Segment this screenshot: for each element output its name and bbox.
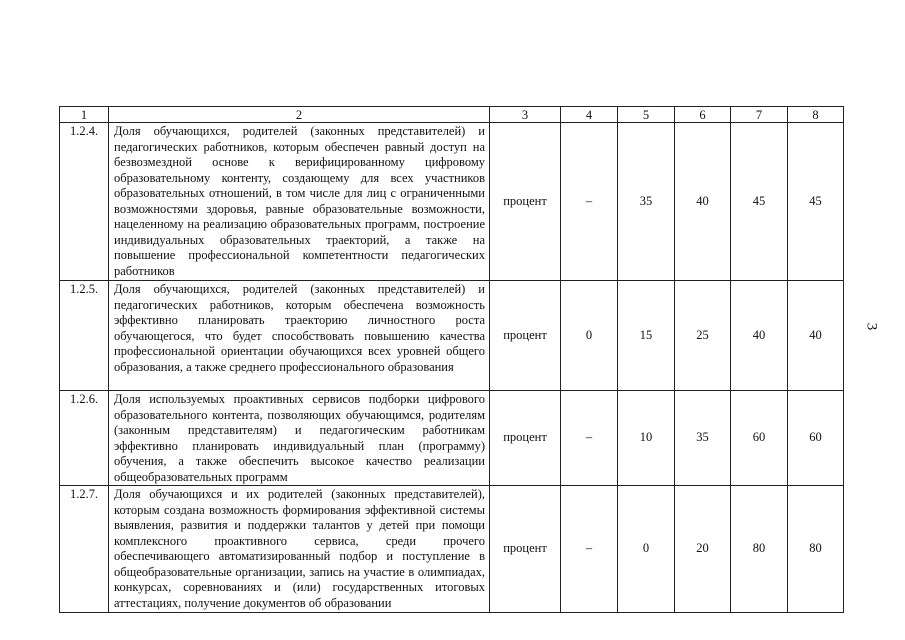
indicator-description: Доля обучающихся, родителей (законных представителей) и педагогических работников, которым обеспечена возможность эффективно планировать траекторию личностного роста обучающегося, что будет способствовать повышению качества профессиональной ориентации обучающихся всех уровней общего образования, а также среднего профессионального образования [109, 281, 490, 391]
value-col-8: 60 [788, 391, 844, 486]
value-col-5: 35 [618, 123, 675, 281]
value-col-8: 45 [788, 123, 844, 281]
table-row [60, 281, 844, 391]
column-header: 3 [490, 107, 561, 123]
value-col-4: 0 [561, 281, 618, 391]
indicators-table [59, 106, 844, 613]
value-col-6: 20 [675, 486, 731, 613]
column-header: 7 [731, 107, 788, 123]
column-header: 5 [618, 107, 675, 123]
value-col-4: – [561, 123, 618, 281]
value-col-5: 10 [618, 391, 675, 486]
indicator-code: 1.2.6. [60, 391, 109, 486]
page-number: 3 [863, 322, 880, 331]
indicator-unit: процент [490, 123, 561, 281]
column-header: 6 [675, 107, 731, 123]
value-col-5: 0 [618, 486, 675, 613]
column-header: 2 [109, 107, 490, 123]
value-col-8: 80 [788, 486, 844, 613]
indicator-unit: процент [490, 281, 561, 391]
value-col-5: 15 [618, 281, 675, 391]
table-row [60, 486, 844, 613]
indicator-description: Доля обучающихся, родителей (законных представителей) и педагогических работников, которым обеспечен равный доступ на безвозмездной основе к верифицированному цифровому образовательному контенту, создающему для всех участников образовательных отношений, в том числе для лиц с ограниченными возможностями здоровья, равные образовательные возможности, нацеленному на реализацию образовательных программ, построение индивидуальных образовательных траекторий, а также на повышение профессиональной компетентности педагогических работников [109, 123, 490, 281]
indicator-description: Доля обучающихся и их родителей (законных представителей), которым создана возможность формирования эффективной системы выявления, развития и поддержки талантов у детей при помощи комплексного проактивного сервиса, среди прочего обеспечивающего автоматизированный подбор и поступление в общеобразовательные организации, запись на участие в олимпиадах, конкурсах, соревнованиях и (или) государственных итоговых аттестациях, получение документов об образовании [109, 486, 490, 613]
table-header-row [60, 107, 844, 123]
value-col-4: – [561, 391, 618, 486]
value-col-7: 60 [731, 391, 788, 486]
indicator-code: 1.2.5. [60, 281, 109, 391]
value-col-8: 40 [788, 281, 844, 391]
value-col-6: 25 [675, 281, 731, 391]
column-header: 4 [561, 107, 618, 123]
value-col-6: 40 [675, 123, 731, 281]
value-col-7: 40 [731, 281, 788, 391]
table-row [60, 391, 844, 486]
value-col-7: 45 [731, 123, 788, 281]
indicator-code: 1.2.4. [60, 123, 109, 281]
indicator-unit: процент [490, 486, 561, 613]
value-col-6: 35 [675, 391, 731, 486]
value-col-7: 80 [731, 486, 788, 613]
indicator-code: 1.2.7. [60, 486, 109, 613]
column-header: 1 [60, 107, 109, 123]
indicator-unit: процент [490, 391, 561, 486]
value-col-4: – [561, 486, 618, 613]
indicator-description: Доля используемых проактивных сервисов подборки цифрового образовательного контента, позволяющих обучающимся, родителям (законным представителям) и педагогическим работникам эффективно планировать индивидуальный план (программу) обучения, а также обеспечить высокое качество реализации общеобразовательных программ [109, 391, 490, 486]
table-row [60, 123, 844, 281]
column-header: 8 [788, 107, 844, 123]
